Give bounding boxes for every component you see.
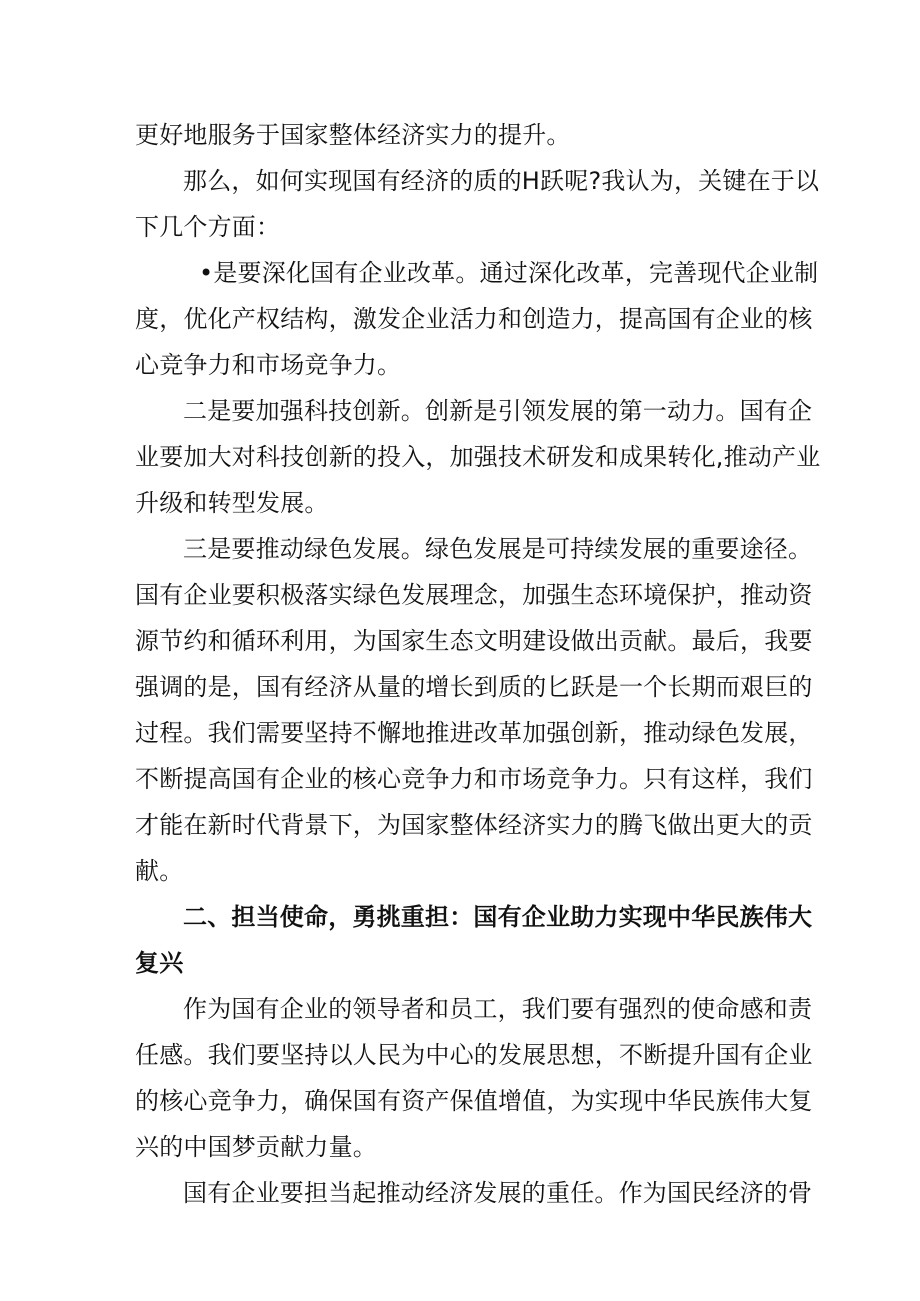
paragraph-line: 国有企业要积极落实绿色发展理念，加强生态环境保护，推动资 xyxy=(135,581,813,609)
paragraph-line: 过程。我们需要坚持不懈地推进改革加强创新，推动绿色发展， xyxy=(135,719,813,747)
paragraph-line: 才能在新时代背景下，为国家整体经济实力的腾飞做出更大的贡 xyxy=(135,811,813,839)
paragraph-line: 三是要推动绿色发展。绿色发展是可持续发展的重要途径。 xyxy=(183,535,813,563)
paragraph-line: •是要深化国有企业改革。通过深化改革，完善现代企业制 xyxy=(199,259,819,287)
paragraph-line: 升级和转型发展。 xyxy=(135,489,329,517)
paragraph-line: 更好地服务于国家整体经济实力的提升。 xyxy=(135,121,571,149)
paragraph-line: 献。 xyxy=(135,857,184,885)
paragraph-line: 任感。我们要坚持以人民为中心的发展思想，不断提升国有企业 xyxy=(135,1041,813,1069)
paragraph-line: 二是要加强科技创新。创新是引领发展的第一动力。国有企 xyxy=(183,397,813,425)
paragraph-line: 源节约和循环利用，为国家生态文明建设做出贡献。最后，我要 xyxy=(135,627,813,655)
paragraph-line: 下几个方面： xyxy=(135,213,281,241)
paragraph-line: 心竞争力和市场竞争力。 xyxy=(135,351,402,379)
section-heading: 复兴 xyxy=(135,949,184,977)
paragraph-line: 的核心竞争力，确保国有资产保值增值，为实现中华民族伟大复 xyxy=(135,1087,813,1115)
paragraph-line: 度，优化产权结构，激发企业活力和创造力，提高国有企业的核 xyxy=(135,305,813,333)
document-body xyxy=(135,112,821,1216)
paragraph-line: 不断提高国有企业的核心竞争力和市场竞争力。只有这样，我们 xyxy=(135,765,813,793)
paragraph-line: 作为国有企业的领导者和员工，我们要有强烈的使命感和责 xyxy=(183,995,813,1023)
paragraph-line: 国有企业要担当起推动经济发展的重任。作为国民经济的骨 xyxy=(183,1179,813,1207)
paragraph-line: 兴的中国梦贡献力量。 xyxy=(135,1133,377,1161)
paragraph-line: 强调的是，国有经济从量的增长到质的匕跃是一个长期而艰巨的 xyxy=(135,673,813,701)
section-heading: 二、担当使命，勇挑重担：国有企业助力实现中华民族伟大 xyxy=(183,903,813,931)
paragraph-line: 那么，如何实现国有经济的质的H跃呢?我认为，关键在于以 xyxy=(183,167,820,195)
paragraph-line: 业要加大对科技创新的投入，加强技术研发和成果转化,推动产业 xyxy=(135,443,821,471)
